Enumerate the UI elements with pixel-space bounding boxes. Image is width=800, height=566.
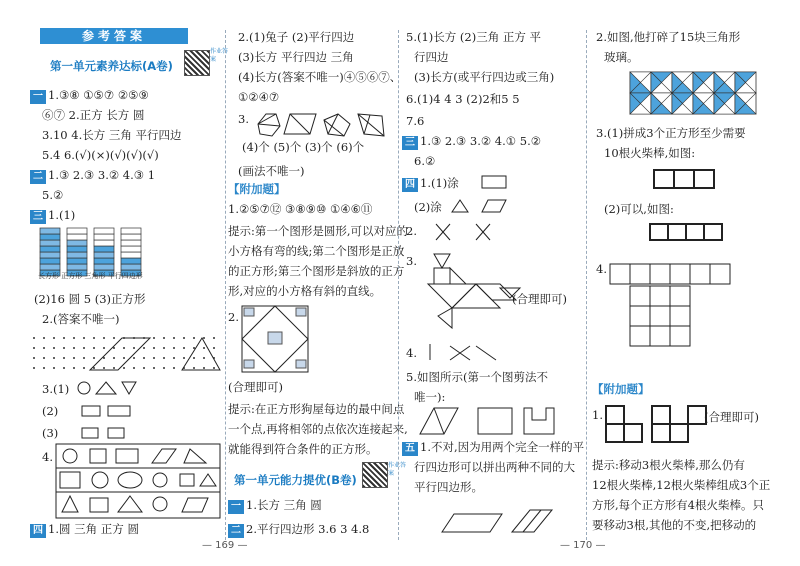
c3-line17: 行四边形可以拼出两种不同的大 — [414, 460, 575, 474]
cube-net-figure — [608, 262, 758, 366]
grid-dot — [203, 357, 205, 359]
grid-dot — [43, 357, 45, 359]
grid-dot — [63, 347, 65, 349]
section-1-marker: 一 — [30, 90, 46, 104]
grid-dot — [123, 357, 125, 359]
c3-line5: 7.6 — [406, 114, 425, 128]
grid-dot — [63, 337, 65, 339]
c2-line16: 一个点,再将相邻的点依次连接起来, — [228, 422, 408, 436]
grid-dot — [183, 347, 185, 349]
grid-dot — [163, 337, 165, 339]
grid-dot — [123, 367, 125, 369]
page-number-right: — 170 — — [560, 540, 606, 551]
bar-cell — [94, 240, 114, 246]
c3-line1: 5.(1)长方 (2)三角 正方 平 — [406, 30, 542, 44]
net-square — [670, 306, 690, 326]
grid-dot — [173, 337, 175, 339]
bar-cell — [121, 234, 141, 240]
grid-dot — [133, 357, 135, 359]
c3-line16: 1.不对,因为用两个完全一样的平 — [420, 440, 585, 454]
divider-3 — [586, 30, 587, 540]
shapes-q3-1 — [78, 380, 138, 396]
c2-line3: (4)长方(答案不唯一)④⑤⑥⑦、 — [238, 70, 402, 84]
c3-line13: 4. — [406, 346, 417, 360]
bar-cell — [67, 246, 87, 252]
section-c4-marker: 四 — [402, 178, 418, 192]
grid-dot — [173, 367, 175, 369]
grid-dot — [43, 337, 45, 339]
grid-dot — [83, 357, 85, 359]
grid-dot — [193, 337, 195, 339]
c4-line9: 提示:移动3根火柴棒,那么仍有 — [592, 458, 745, 472]
net-square — [650, 264, 670, 284]
bar-cell — [67, 252, 87, 258]
grid-dot — [213, 347, 215, 349]
grid-dot — [193, 357, 195, 359]
c3-line7: 6.② — [414, 154, 436, 168]
grid-dot — [213, 337, 215, 339]
c1-line8: (2)16 圆 5 (3)正方形 — [34, 292, 146, 306]
grid-dot — [203, 337, 205, 339]
c3-line11: 3. — [406, 254, 417, 268]
grid-dot — [43, 367, 45, 369]
grid-dot — [33, 367, 35, 369]
c3-line2: 行四边 — [414, 50, 449, 64]
broken-glass-figure — [630, 72, 758, 116]
bar-cell — [40, 228, 60, 234]
grid-dot — [33, 347, 35, 349]
c2-line11: 的正方形;第三个图形是斜放的正方 — [228, 264, 405, 278]
c1-line9: 2.(答案不唯一) — [42, 312, 120, 326]
divider-1 — [225, 30, 226, 540]
c1-line7: 1.(1) — [48, 208, 76, 222]
c4-line1: 2.如图,他打碎了15块三角形 — [596, 30, 741, 44]
c3-line18: 平行四边形。 — [414, 480, 483, 494]
grid-dot — [113, 357, 115, 359]
c2-line17: 就能得到符合条件的正方形。 — [228, 442, 378, 456]
c2-line2: (3)长方 平行四边 三角 — [238, 50, 354, 64]
grid-dot — [53, 357, 55, 359]
grid-dot — [83, 337, 85, 339]
grid-dot — [153, 357, 155, 359]
bar-cell — [40, 240, 60, 246]
parallelogram-figures — [442, 506, 572, 536]
net-square — [690, 264, 710, 284]
c3-line10: 2. — [406, 224, 417, 238]
net-square — [650, 306, 670, 326]
c1-line13: 4. — [42, 450, 53, 464]
bar-cell — [67, 258, 87, 264]
shapes-c3-q1-1 — [482, 174, 512, 190]
bar-cell — [67, 240, 87, 246]
c1-line3: 3.10 4.长方 三角 平行四边 — [42, 128, 182, 142]
c3-line15: 唯一): — [414, 390, 446, 404]
matchstick-move-figure — [604, 404, 708, 448]
section-2-marker: 二 — [30, 170, 46, 184]
net-square — [670, 286, 690, 306]
c1-line11: (2) — [42, 404, 59, 418]
c2-line1: 2.(1)兔子 (2)平行四边 — [238, 30, 355, 44]
grid-dot — [63, 367, 65, 369]
cut-shapes-figure — [254, 112, 388, 138]
grid-dot — [203, 367, 205, 369]
bar-cell — [40, 264, 60, 270]
matchstick-squares-2 — [648, 222, 738, 244]
grid-dot — [93, 347, 95, 349]
grid-dot — [163, 367, 165, 369]
shape-matching-grid — [56, 444, 220, 518]
matchstick-squares-1 — [652, 168, 722, 192]
bar-cell — [40, 252, 60, 258]
bar-cell — [40, 258, 60, 264]
c3-line9: (2)涂 — [414, 200, 442, 214]
section-4-marker: 四 — [30, 524, 46, 538]
net-square — [670, 264, 690, 284]
dog-house-square-figure — [240, 304, 310, 374]
dot-grid-figure — [32, 328, 222, 380]
grid-dot — [73, 347, 75, 349]
net-square — [630, 326, 650, 346]
grid-dot — [83, 347, 85, 349]
cross-lines-figure — [436, 222, 516, 242]
net-square — [670, 326, 690, 346]
c1-line14: 1.圆 三角 正方 圆 — [48, 522, 139, 536]
net-square — [610, 264, 630, 284]
grid-dot — [193, 367, 195, 369]
c1-line5: 1.③ 2.③ 3.② 4.③ 1 — [48, 168, 156, 182]
bar-cell — [94, 252, 114, 258]
grid-dot — [113, 337, 115, 339]
unit-a-title: 第一单元素养达标(A卷) — [50, 59, 173, 73]
grid-dot — [153, 337, 155, 339]
section-c3-marker: 三 — [402, 136, 418, 150]
grid-dot — [143, 367, 145, 369]
shapes-q3-2 — [82, 404, 132, 418]
grid-dot — [213, 367, 215, 369]
grid-dot — [143, 347, 145, 349]
section-c5-marker: 五 — [402, 442, 418, 456]
c3-line3: (3)长方(或平行四边或三角) — [414, 70, 555, 84]
c1-line10: 3.(1) — [42, 382, 70, 396]
c4-line11: 方形,每个正方形有4根火柴棒。只 — [592, 498, 764, 512]
bar-label-square: 正方形 — [61, 272, 83, 280]
grid-dot — [133, 367, 135, 369]
grid-dot — [103, 367, 105, 369]
c3-line12: (合理即可) — [512, 292, 567, 306]
grid-dot — [163, 357, 165, 359]
c1-line12: (3) — [42, 426, 59, 440]
divider-2 — [398, 30, 399, 540]
grid-dot — [43, 347, 45, 349]
net-square — [630, 264, 650, 284]
net-square — [650, 326, 670, 346]
c2-line14: (合理即可) — [228, 380, 283, 394]
lines-figure-q4 — [430, 342, 510, 362]
c2-line15: 提示:在正方形狗屋每边的最中间点 — [228, 402, 405, 416]
bar-cell — [94, 234, 114, 240]
section-3-marker: 三 — [30, 210, 46, 224]
bar-cell — [40, 234, 60, 240]
grid-dot — [203, 347, 205, 349]
c2-line12: 形,对应的小方格有斜的直线。 — [228, 284, 382, 298]
c2-line7: (画法不唯一) — [238, 164, 305, 178]
bar-cell — [121, 246, 141, 252]
c3-line8: 1.(1)涂 — [420, 176, 459, 190]
grid-dot — [153, 347, 155, 349]
column-1 — [30, 0, 222, 566]
c1-line2: ⑥⑦ 2.正方 长方 圆 — [42, 108, 145, 122]
c2-line9: 提示:第一个图形是圆形,可以对应的 — [228, 224, 409, 238]
c2-line10: 小方格有弯的线;第二个图形是正放 — [228, 244, 405, 258]
net-square — [650, 286, 670, 306]
section-b2-marker: 二 — [228, 524, 244, 538]
bar-label-triangle: 三角形 — [84, 272, 106, 280]
grid-dot — [193, 347, 195, 349]
answer-key-header: 参考答案 — [40, 28, 188, 44]
grid-dot — [33, 337, 35, 339]
qr-code-b[interactable] — [362, 462, 388, 488]
bar-cell — [121, 264, 141, 270]
grid-dot — [103, 347, 105, 349]
grid-dot — [153, 367, 155, 369]
addon-title-1: 【附加题】 — [228, 182, 286, 196]
grid-dot — [123, 347, 125, 349]
c4-line12: 要移动3根,其他的不变,把移动的 — [592, 518, 757, 532]
bar-label-parallelogram: 平行四边形 — [107, 272, 143, 280]
c2-line5: 3. — [238, 112, 249, 126]
bar-cell — [67, 228, 87, 234]
bar-cell — [121, 258, 141, 264]
grid-dot — [73, 357, 75, 359]
c2-line8: 1.②⑤⑦⑫ ③⑧⑨⑩ ①④⑥⑪ — [228, 202, 373, 216]
grid-dot — [103, 337, 105, 339]
grid-dot — [163, 347, 165, 349]
bar-cell — [121, 228, 141, 234]
grid-dot — [113, 367, 115, 369]
unit-b-title: 第一单元能力提优(B卷) — [234, 473, 357, 487]
c3-line6: 1.③ 2.③ 3.② 4.① 5.② — [420, 134, 542, 148]
shapes-q3-3 — [82, 426, 132, 440]
bar-cell — [67, 234, 87, 240]
c2-line19: 2.平行四边形 3.6 3 4.8 — [246, 522, 370, 536]
grid-dot — [173, 347, 175, 349]
c2-line4: ①②④⑦ — [238, 90, 280, 104]
grid-dot — [183, 337, 185, 339]
c1-line4: 5.4 6.(√)(×)(√)(√)(√) — [42, 148, 159, 162]
shapes-c3-q1-2 — [452, 198, 512, 214]
bar-cell — [94, 228, 114, 234]
c4-line7: 1. — [592, 408, 603, 422]
c2-line13: 2. — [228, 310, 239, 324]
bar-cell — [121, 252, 141, 258]
addon-title-2: 【附加题】 — [592, 382, 650, 396]
c4-line10: 12根火柴棒,12根火柴棒组成3个正 — [592, 478, 771, 492]
bar-cell — [40, 246, 60, 252]
bar-cell — [94, 246, 114, 252]
c4-line3: 3.(1)拼成3个正方形至少需要 — [596, 126, 746, 140]
section-b1-marker: 一 — [228, 500, 244, 514]
c1-line6: 5.② — [42, 188, 64, 202]
grid-dot — [53, 347, 55, 349]
bar-label-rect: 长方形 — [38, 272, 59, 280]
grid-dot — [93, 357, 95, 359]
grid-dot — [133, 347, 135, 349]
grid-dot — [173, 357, 175, 359]
page-number-left: — 169 — — [202, 540, 248, 551]
bar-cell — [67, 264, 87, 270]
grid-dot — [63, 357, 65, 359]
c2-line6: (4)个 (5)个 (3)个 (6)个 — [242, 140, 365, 154]
c4-line5: (2)可以,如图: — [604, 202, 674, 216]
grid-dot — [33, 357, 35, 359]
c4-line6: 4. — [596, 262, 607, 276]
column-4 — [592, 0, 772, 566]
c3-line4: 6.(1)4 4 3 (2)2和5 5 — [406, 92, 520, 106]
grid-dot — [73, 367, 75, 369]
grid-dot — [53, 337, 55, 339]
net-square — [710, 264, 730, 284]
grid-dot — [73, 337, 75, 339]
qr-label: 作业答案 — [210, 48, 229, 63]
net-square — [630, 286, 650, 306]
bar-cell — [94, 258, 114, 264]
grid-dot — [143, 357, 145, 359]
qr-label-b: 作业答案 — [388, 462, 407, 477]
grid-dot — [183, 357, 185, 359]
net-square — [630, 306, 650, 326]
c4-line4: 10根火柴棒,如图: — [604, 146, 696, 160]
c2-line18: 1.长方 三角 圆 — [246, 498, 322, 512]
cut-result-figure — [414, 404, 574, 436]
bar-cell — [121, 240, 141, 246]
c3-line14: 5.如图所示(第一个图剪法不 — [406, 370, 548, 384]
c4-line2: 玻璃。 — [604, 50, 639, 64]
grid-dot — [83, 367, 85, 369]
bar-cell — [94, 264, 114, 270]
grid-dot — [53, 367, 55, 369]
c4-line8: (合理即可) — [704, 410, 759, 424]
grid-dot — [93, 337, 95, 339]
c1-line1: 1.③⑧ ①⑤⑦ ②⑤⑨ — [48, 88, 149, 102]
